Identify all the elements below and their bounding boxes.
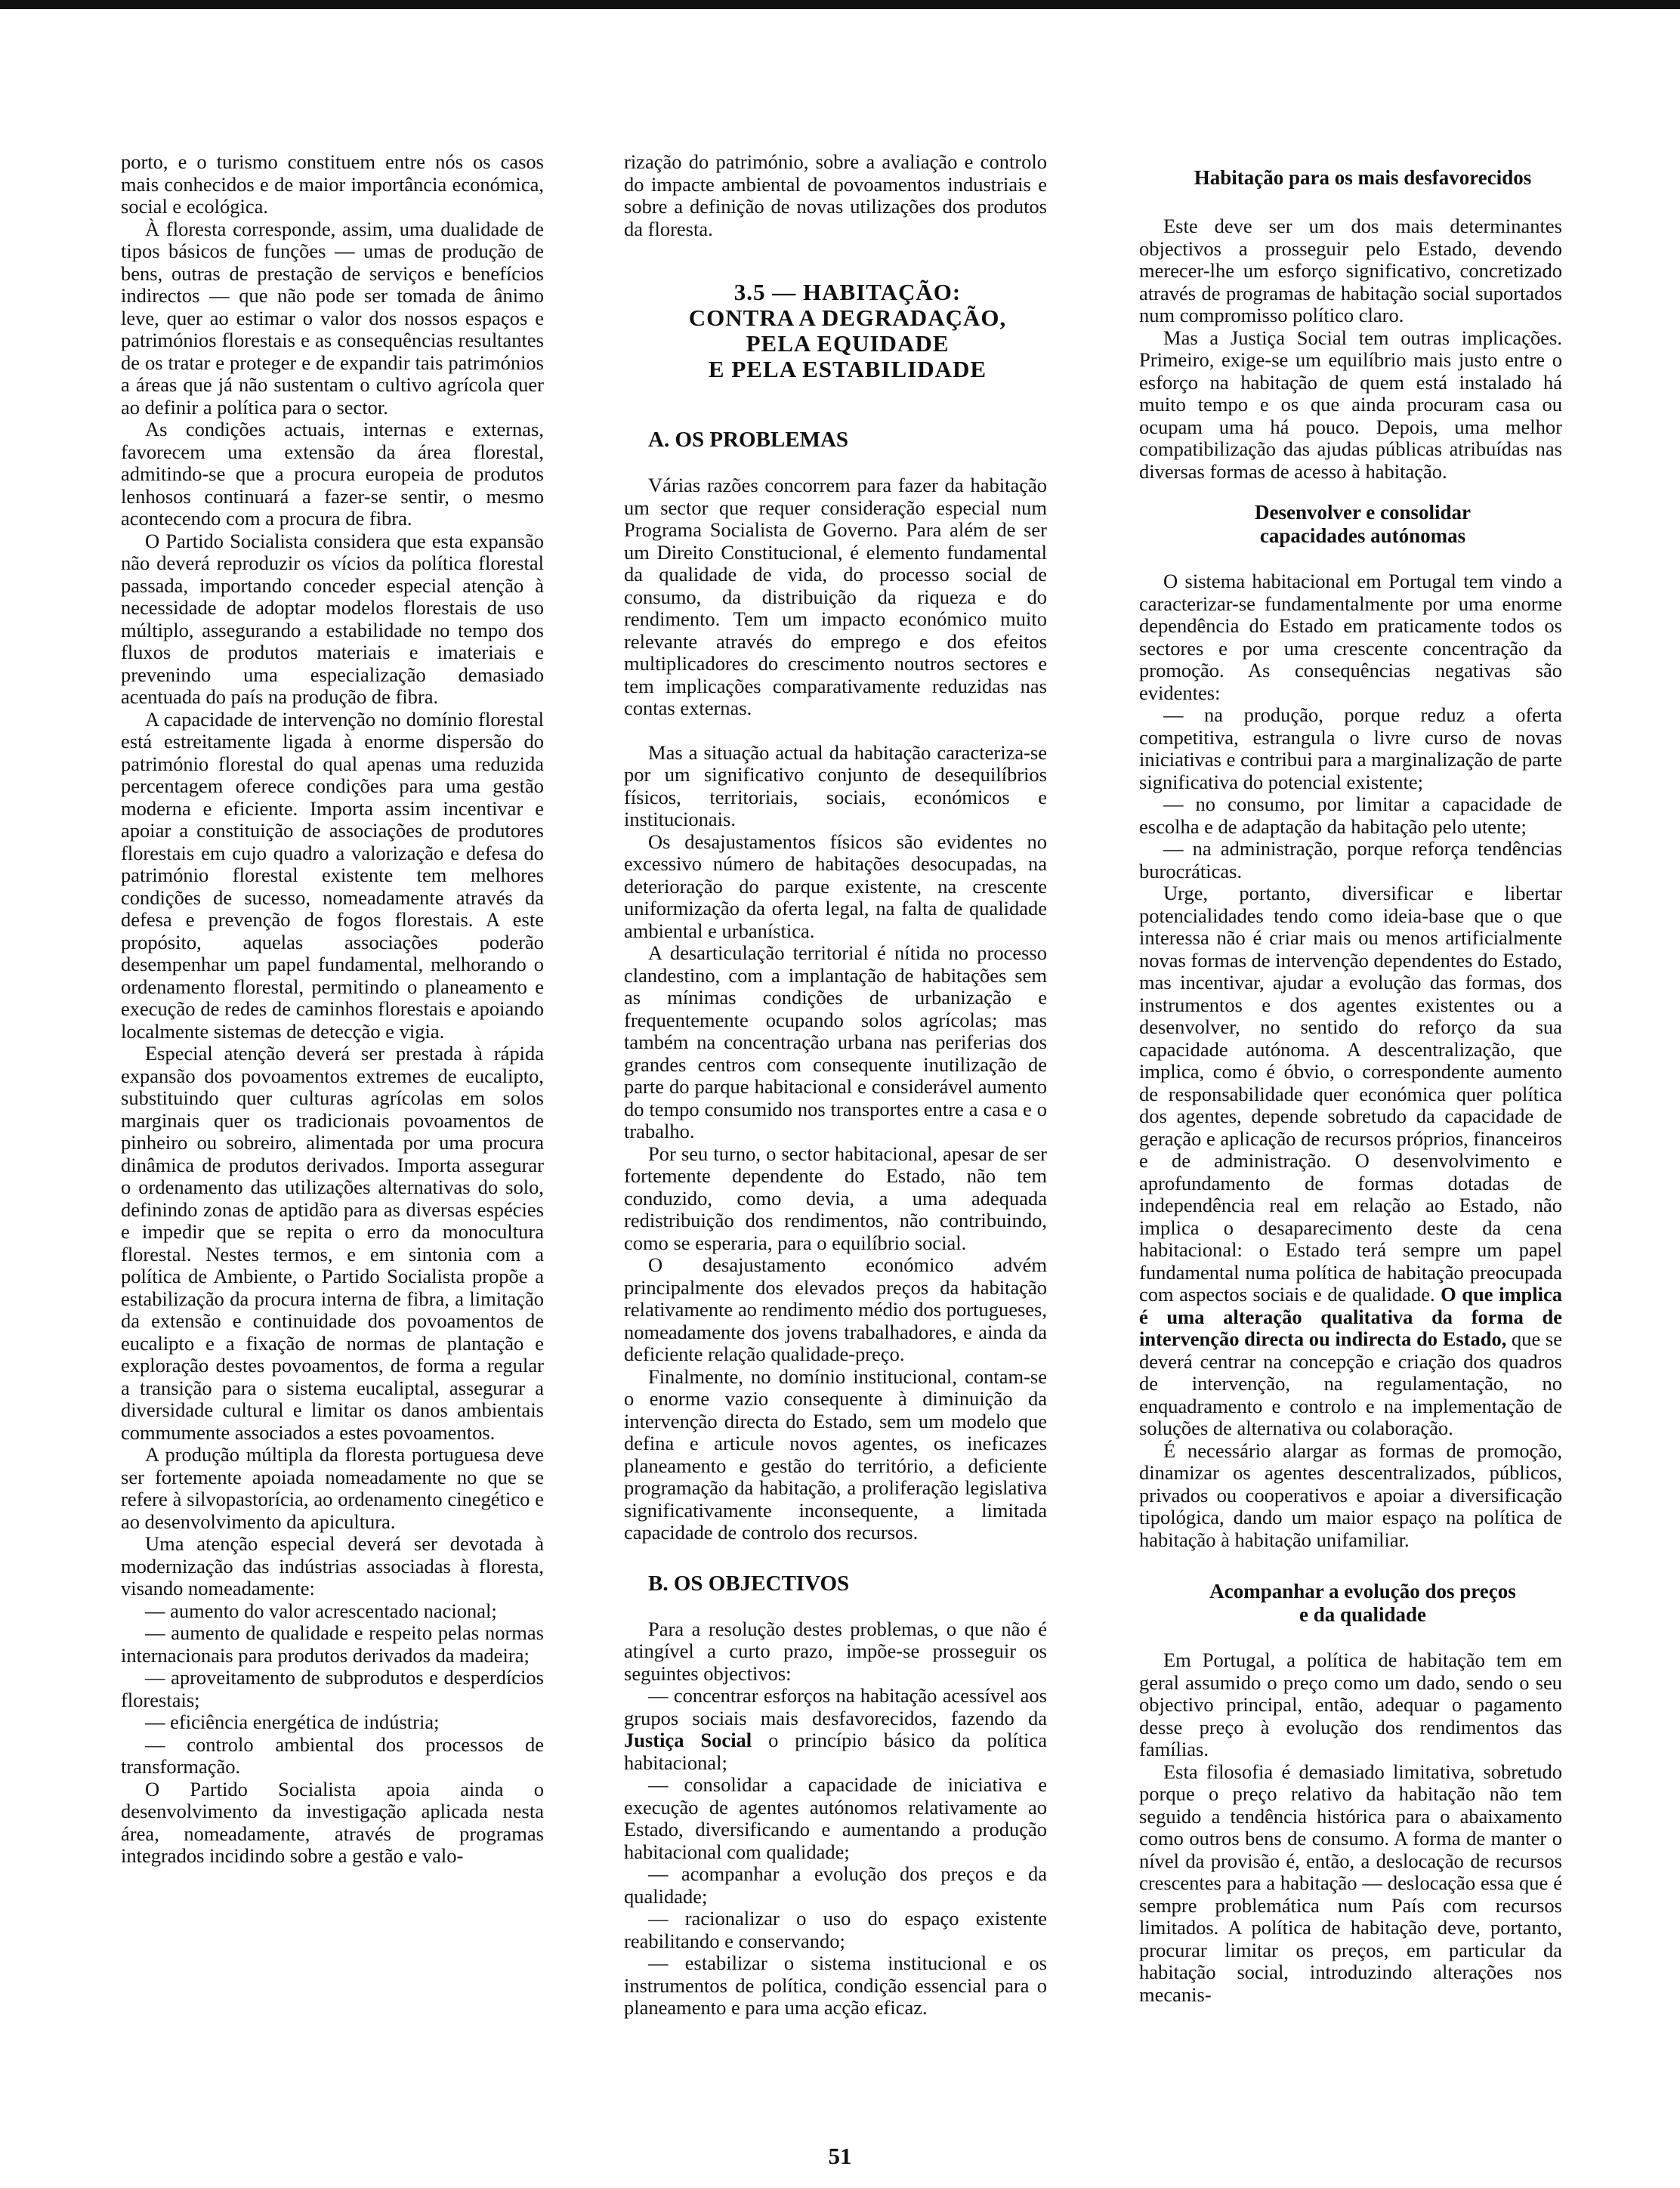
list-item: — aumento do valor acrescentado nacional; [145,1599,497,1622]
paragraph: Especial atenção deverá ser prestada à rápida expansão dos povoamentos extremes de eucalipto, substituindo quer culturas agrícolas em solos marginais quer os tradicionais povoamentos de pinheiro ou sobreiro, alimentada por uma procura dinâmica de produtos derivados. Importa assegurar o ordenamento das utilizações alternativas do solo, definindo zonas de aptidão para as diversas espécies e impedir que se repita o erro da monocultura florestal. Nestes termos, e em sintonia com a política de Ambiente, o Partido Socialista propõe a estabilização da procura interna de fibra, a limitação da extensão e continuidade dos povoamentos de eucalipto e a fixação de normas de plantação e exploração destes povoamentos, de forma a regular a transição para o sistema eucaliptal, assegurar a diversidade cultural e limitar os danos ambientais commumente associados a estes povoamentos. [121,1042,544,1444]
column-1 [121,151,544,1868]
list-item: — racionalizar o uso do espaço existente reabilitando e conservando; [624,1907,1047,1952]
subheading: e da qualidade [1299,1603,1427,1626]
subheading: capacidades autónomas [1259,524,1466,547]
list-item: — no consumo, por limitar a capacidade de escolha e de adaptação da habitação pelo utente; [1139,793,1562,838]
paragraph: A desarticulação territorial é nítida no processo clandestino, com a implantação de habitações sem as mínimas condições de urbanização e frequentemente ocupando solos agrícolas; mas também na concentração urbana nas periferias dos grandes centros com consequente inutilização de parte do parque habitacional e considerável aumento do tempo consumido nos transportes entre a casa e o trabalho. [624,941,1047,1142]
section-title: PELA EQUIDADE [746,330,950,357]
column-3 [1139,151,1562,2006]
section-title: E PELA ESTABILIDADE [708,356,987,382]
paragraph: Por seu turno, o sector habitacional, apesar de ser fortemente dependente do Estado, não tem conduzido, como devia, a uma adequada redistribuição dos rendimentos, não contribuindo, como se esperaria, para o equilíbrio social. [624,1142,1047,1254]
paragraph: Mas a Justiça Social tem outras implicações. Primeiro, exige-se um equilíbrio mais justo entre o esforço na habitação de quem está instalado há muito tempo e os que ainda procuram casa ou ocupam uma há pouco. Depois, uma melhor compatibilização das ajudas públicas atribuídas nas diversas formas de acesso à habitação. [1139,326,1562,483]
subheading: Desenvolver e consolidar [1255,501,1471,524]
paragraph: Várias razões concorrem para fazer da habitação um sector que requer consideração especial num Programa Socialista de Governo. Para além de ser um Direito Constitucional, é elemento fundamental da qualidade de vida, do processo social de consumo, da distribuição da riqueza e do rendimento. Tem um impacto económico muito relevante através do emprego e dos efeitos multiplicadores do crescimento noutros sectores e tem implicações comparativamente reduzidas nas contas externas. [624,474,1047,719]
section-title: 3.5 — HABITAÇÃO: [733,279,962,305]
paragraph: O sistema habitacional em Portugal tem vindo a caracterizar-se fundamentalmente por uma enorme dependência do Estado em praticamente todos os sectores e por uma crescente concentração da promoção. As consequências negativas são evidentes: [1139,570,1562,704]
paragraph: Esta filosofia é demasiado limitativa, sobretudo porque o preço relativo da habitação não tem seguido a tendência histórica para o abaixamento como outros bens de consumo. A forma de manter o nível da provisão é, então, a deslocação de recursos crescentes para a habitação — deslocação essa que é sempre problemática num País com recursos limitados. A política de habitação deve, portanto, procurar limitar os preços, em particular da habitação social, introduzindo alterações nos mecanis- [1139,1760,1562,2006]
paragraph: Em Portugal, a política de habitação tem em geral assumido o preço como um dado, sendo o seu objectivo principal, então, adequar o pagamento desse preço à evolução dos rendimentos das famílias. [1139,1649,1562,1760]
bold-text: O que implica é uma alteração qualitativa da forma de intervenção directa ou indirecta do Estado, [1139,1283,1562,1350]
paragraph: O desajustamento económico advém principalmente dos elevados preços da habitação relativamente ao rendimento médio dos portugueses, nomeadamente dos jovens trabalhadores, e ainda da deficiente relação qualidade-preço. [624,1253,1047,1365]
list-item: — controlo ambiental dos processos de transformação. [121,1732,544,1778]
paragraph: Para a resolução destes problemas, o que não é atingível a curto prazo, impõe-se prosseguir os seguintes objectivos: [624,1617,1047,1685]
list-item: — eficiência energética de indústria; [145,1711,440,1733]
page-number: 51 [828,2143,852,2169]
bold-text: Justiça Social [624,1729,752,1751]
list-item: — concentrar esforços na habitação acessível aos grupos sociais mais desfavorecidos, fazendo da Justiça Social o princípio básico da política habitacional; [624,1684,1047,1774]
paragraph: Urge, portanto, diversificar e libertar potencialidades tendo como ideia-base que o que interessa não é criar mais ou menos artificialmente novas formas de intervenção dependentes do Estado, mas incentivar, ajudar a evolução das formas, dos instrumentos e dos agentes existentes ou a desenvolver, no sentido do reforço da sua capacidade autónoma. A descentralização, que implica, como é óbvio, o correspondente aumento de responsabilidade quer económica quer política dos agentes, depende sobretudo da capacidade de geração e aplicação de recursos próprios, financeiros e de administração. O desenvolvimento e aprofundamento de formas dotadas de independência real em relação ao Estado, não implica o desaparecimento deste da cena habitacional: o Estado terá sempre um papel fundamental numa política de habitação preocupada com aspectos sociais e de qualidade. O que implica é uma alteração qualitativa da forma de intervenção directa ou indirecta do Estado, que se deverá centrar na concepção e criação dos quadros de intervenção, na regulamentação, no enquadramento e controlo e na implementação de soluções de alternativa ou colaboração. [1139,882,1562,1439]
list-item: — estabilizar o sistema institucional e os instrumentos de política, condição essencial para o planeamento e para uma acção eficaz. [624,1952,1047,2019]
paragraph: A capacidade de intervenção no domínio florestal está estreitamente ligada à enorme dispersão do património florestal do qual apenas uma reduzida percentagem oferece condições para uma gestão moderna e eficiente. Importa assim incentivar e apoiar a constituição de associações de produtores florestais em cujo quadro a valorização e defesa do património florestal existente tem melhores condições de sucesso, nomeadamente através da defesa e prevenção de fogos florestais. A este propósito, aquelas associações poderão desempenhar um papel fundamental, melhorando o ordenamento florestal, permitindo o planeamento e execução de redes de caminhos florestais e apoiando localmente sistemas de detecção e vigia. [121,707,544,1043]
section-heading-a: A. OS PROBLEMAS [648,428,849,452]
top-border-rule [0,0,1680,9]
paragraph: Este deve ser um dos mais determinantes objectivos a prosseguir pelo Estado, devendo merecer-lhe um esforço significativo, concretizado através de programas de habitação social suportados num compromisso político claro. [1139,215,1562,326]
paragraph: Uma atenção especial deverá ser devotada à modernização das indústrias associadas à floresta, visando nomeadamente: [121,1532,544,1599]
list-item: — consolidar a capacidade de iniciativa e execução de agentes autónomos relativamente ao Estado, diversificando e aumentando a produção habitacional com qualidade; [624,1773,1047,1863]
paragraph: A produção múltipla da floresta portuguesa deve ser fortemente apoiada nomeadamente no que se refere à silvopastorícia, ao ordenamento cinegético e ao desenvolvimento da apicultura. [121,1443,544,1533]
paragraph: O Partido Socialista considera que esta expansão não deverá reproduzir os vícios da política florestal passada, importando conceder especial atenção à necessidade de adoptar modelos florestais de uso múltiplo, assegurando a estabilidade no tempo dos fluxos de produtos materiais e imateriais e prevenindo uma especialização demasiado acentuada do país na produção de fibra. [121,529,544,708]
paragraph: As condições actuais, internas e externas, favorecem uma extensão da área florestal, admitindo-se que a procura europeia de produtos lenhosos continuará a fazer-se sentir, o mesmo acontecendo com a procura de fibra. [121,418,544,530]
list-item: — aproveitamento de subprodutos e desperdícios florestais; [121,1666,544,1711]
paragraph: Os desajustamentos físicos são evidentes no excessivo número de habitações desocupadas, na deterioração do parque existente, na crescente uniformização da oferta legal, na falta de qualidade ambiental e urbanística. [624,830,1047,942]
section-title: CONTRA A DEGRADAÇÃO, [688,304,1007,331]
subheading: Acompanhar a evolução dos preços [1209,1580,1516,1602]
list-item: — na produção, porque reduz a oferta competitiva, estrangula o livre curso de novas iniciativas e contribui para a marginalização de parte significativa do potencial existente; [1139,703,1562,793]
paragraph: O Partido Socialista apoia ainda o desenvolvimento da investigação aplicada nesta área, nomeadamente, através de programas integrados incidindo sobre a gestão e valo- [121,1777,544,1867]
column-2 [624,151,1047,2020]
subheading: Habitação para os mais desfavorecidos [1194,166,1532,189]
paragraph: É necessário alargar as formas de promoção, dinamizar os agentes descentralizados, públicos, privados ou cooperativos e apoiar a diversificação tipológica, dando um maior espaço na política de habitação à habitação unifamiliar. [1139,1439,1562,1551]
section-heading-b: B. OS OBJECTIVOS [648,1571,850,1596]
paragraph: Mas a situação actual da habitação caracteriza-se por um significativo conjunto de desequilíbrios físicos, territoriais, sociais, económicos e institucionais. [624,740,1047,830]
list-item: — acompanhar a evolução dos preços e da qualidade; [624,1862,1047,1908]
paragraph: rização do património, sobre a avaliação e controlo do impacte ambiental de povoamentos industriais e sobre a definição de novas utilizações dos produtos da floresta. [624,150,1047,240]
list-item: — na administração, porque reforça tendências burocráticas. [1139,837,1562,882]
paragraph: À floresta corresponde, assim, uma dualidade de tipos básicos de funções — umas de produção de bens, outras de prestação de serviços e benefícios indirectos — que não pode ser tomada de ânimo leve, quer ao estimar o valor dos nossos espaços e patrimónios florestais e as consequências resultantes de os tratar e proteger e de expandir tais patrimónios a áreas que já não sustentam o cultivo agrícola quer ao definir a política para o sector. [121,217,544,419]
paragraph: Finalmente, no domínio institucional, contam-se o enorme vazio consequente à diminuição da intervenção directa do Estado, sem um modelo que defina e articule novos agentes, os ineficazes planeamento e gestão do território, a deficiente programação da habitação, a proliferação legislativa significativamente inconsequente, a limitada capacidade de controlo dos recursos. [624,1364,1047,1544]
paragraph: porto, e o turismo constituem entre nós os casos mais conhecidos e de maior importância económica, social e ecológica. [121,150,544,218]
list-item: — aumento de qualidade e respeito pelas normas internacionais para produtos derivados da madeira; [121,1621,544,1667]
